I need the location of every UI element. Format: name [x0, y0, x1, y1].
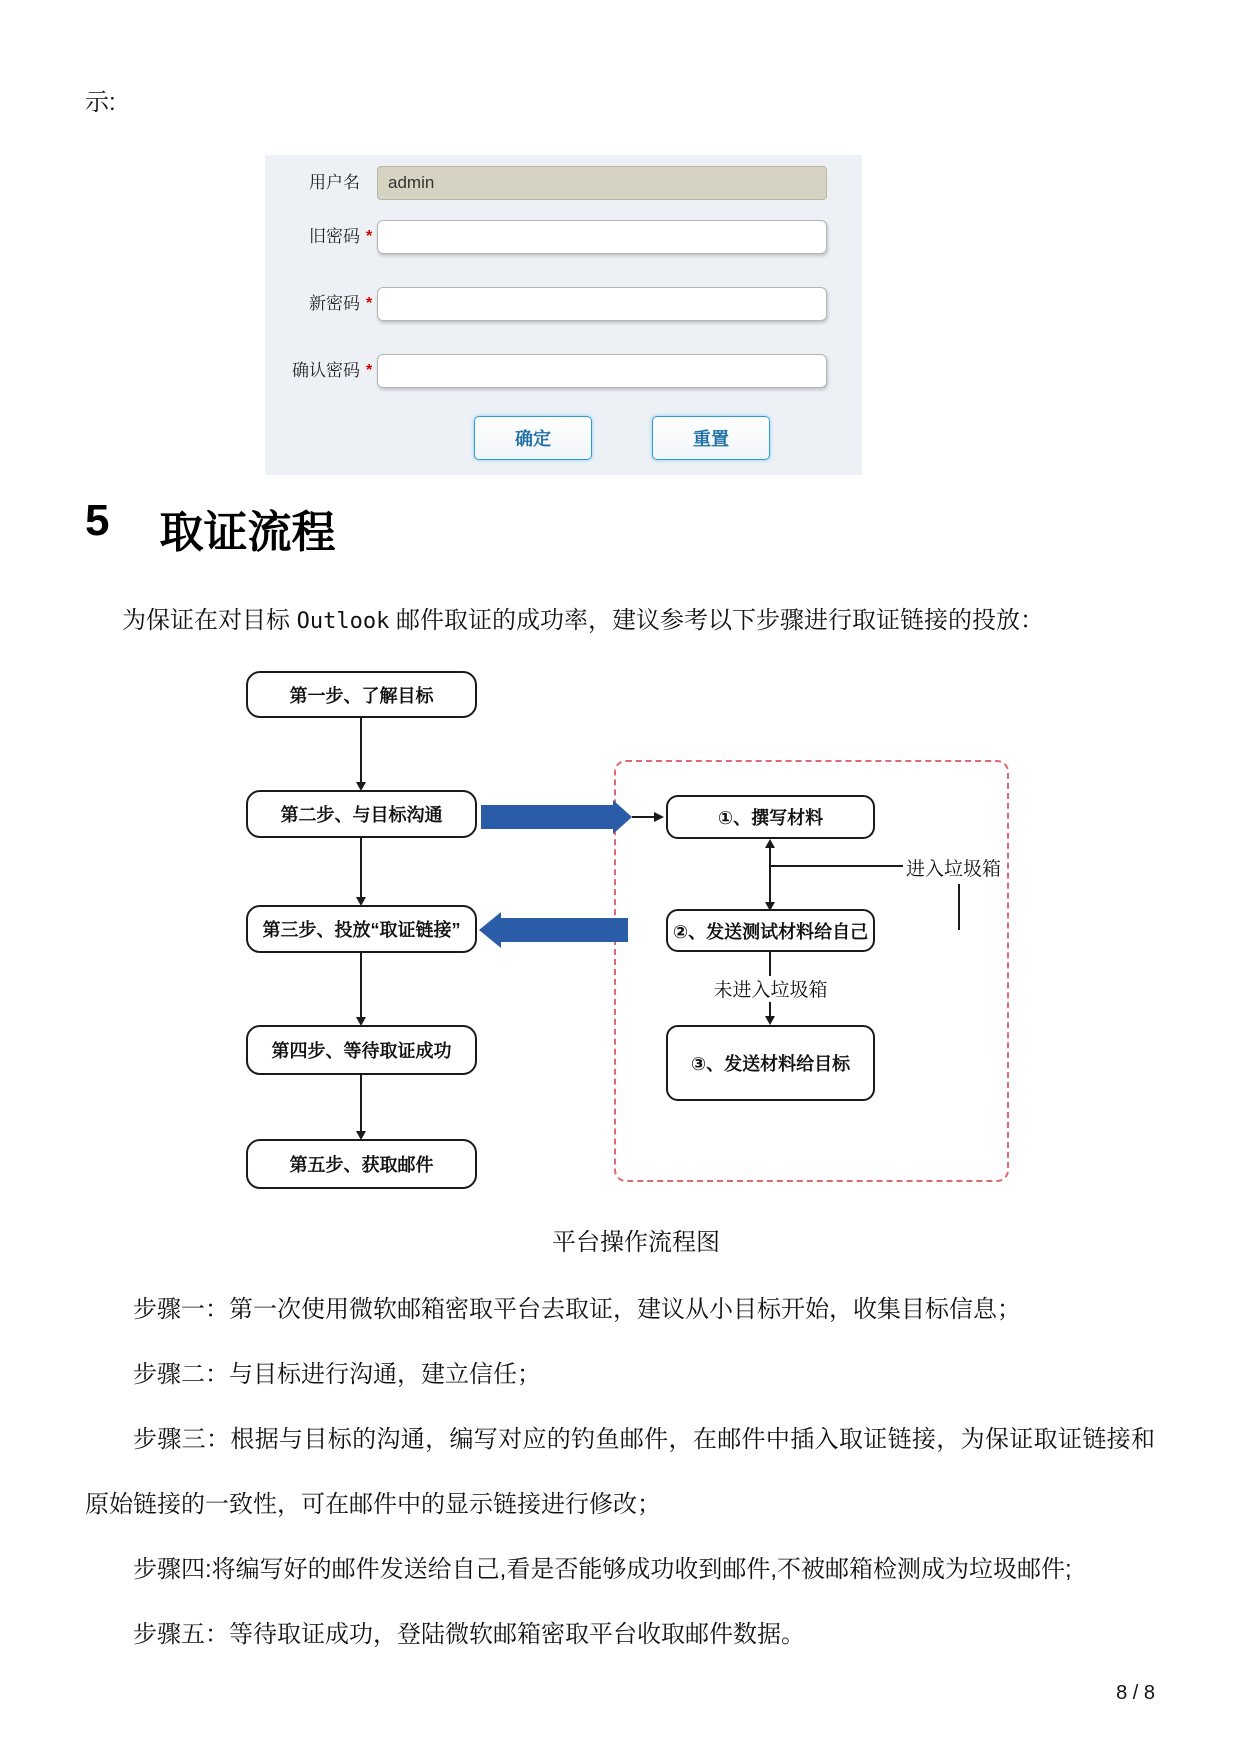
arrow-down-icon	[356, 1017, 366, 1026]
step-5-text: 步骤五：等待取证成功，登陆微软邮箱密取平台收取邮件数据。	[133, 1621, 805, 1648]
intro-text-post: 邮件取证的成功率，建议参考以下步骤进行取证链接的投放：	[389, 607, 1045, 634]
blue-arrow-left-icon	[479, 912, 501, 948]
spam-label: 进入垃圾箱	[906, 859, 1002, 880]
connector-line	[632, 816, 654, 818]
connector-line	[769, 846, 771, 903]
username-row	[265, 166, 862, 200]
connector-line	[771, 865, 903, 867]
flow-step-3-box: 第三步、投放“取证链接”	[246, 905, 477, 953]
lead-text: 示:	[85, 89, 116, 116]
connector-line	[769, 952, 771, 976]
confirm-button[interactable]: 确定	[474, 416, 592, 460]
connector-line	[360, 838, 362, 897]
step-1-text: 步骤一：第一次使用微软邮箱密取平台去取证，建议从小目标开始，收集目标信息；	[133, 1296, 1021, 1323]
arrow-down-icon	[356, 782, 366, 791]
connector-line	[360, 1075, 362, 1131]
step-descriptions	[85, 1277, 1155, 1667]
connector-line	[360, 953, 362, 1017]
new-password-row	[265, 287, 862, 321]
arrow-down-icon	[356, 1131, 366, 1140]
blue-arrow-right-icon	[613, 800, 632, 834]
arrow-down-icon	[356, 897, 366, 906]
flow-step-5-box: 第五步、获取邮件	[246, 1139, 477, 1189]
reset-button[interactable]: 重置	[652, 416, 770, 460]
confirm-password-input[interactable]	[377, 354, 827, 388]
not-spam-label: 未进入垃圾箱	[713, 980, 828, 1001]
intro-text-outlook: Outlook	[296, 609, 390, 634]
required-asterisk: *	[366, 362, 373, 379]
intro-paragraph	[122, 600, 1044, 635]
blue-arrow-right-body	[481, 805, 613, 829]
required-asterisk: *	[366, 295, 373, 312]
flow-sub-step-3-box: ③、发送材料给目标	[666, 1025, 875, 1101]
connector-line	[958, 884, 960, 930]
confirm-password-label: 确认密码	[292, 361, 360, 380]
flow-step-2-box: 第二步、与目标沟通	[246, 790, 477, 838]
new-password-label: 新密码	[309, 294, 360, 313]
intro-text-pre: 为保证在对目标	[122, 607, 297, 634]
flow-step-1-box: 第一步、了解目标	[246, 671, 477, 718]
step-2-text: 步骤二：与目标进行沟通，建立信任；	[133, 1361, 541, 1388]
page-number: 8 / 8	[1116, 1682, 1155, 1704]
connector-line	[360, 718, 362, 782]
arrow-right-icon	[654, 812, 664, 822]
flow-sub-step-1-box: ①、撰写材料	[666, 795, 875, 839]
step-4-text: 步骤四:将编写好的邮件发送给自己,看是否能够成功收到邮件,不被邮箱检测成为垃圾邮件;	[133, 1556, 1072, 1583]
flowchart-caption: 平台操作流程图	[552, 1229, 720, 1256]
section-heading	[85, 496, 335, 560]
new-password-input[interactable]	[377, 287, 827, 321]
confirm-password-row	[265, 354, 862, 388]
username-label: 用户名	[309, 173, 360, 192]
flow-step-4-box: 第四步、等待取证成功	[246, 1025, 477, 1075]
blue-arrow-left-body	[501, 918, 628, 942]
step-3-text: 步骤三：根据与目标的沟通，编写对应的钓鱼邮件，在邮件中插入取证链接，为保证取证链接和原始链接的一致性，可在邮件中的显示链接进行修改；	[85, 1426, 1155, 1518]
flow-sub-step-2-box: ②、发送测试材料给自己	[666, 909, 875, 952]
username-input[interactable]	[377, 166, 827, 200]
section-title: 取证流程	[159, 508, 336, 557]
old-password-input[interactable]	[377, 220, 827, 254]
old-password-row	[265, 220, 862, 254]
section-number: 5	[85, 496, 110, 545]
required-asterisk: *	[366, 228, 373, 245]
password-change-form	[265, 155, 862, 475]
arrow-down-icon	[765, 1016, 775, 1025]
arrow-down-icon	[765, 902, 775, 911]
old-password-label: 旧密码	[309, 227, 360, 246]
